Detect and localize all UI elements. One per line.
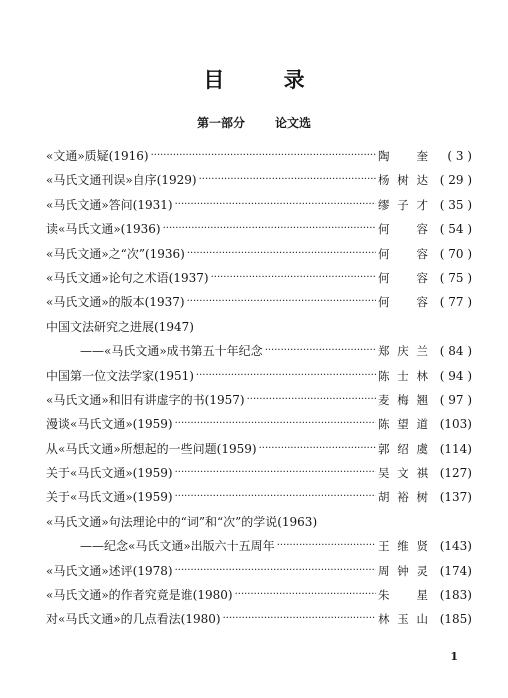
toc-entry <box>46 315 472 339</box>
toc-entry-author: 王维贤 <box>378 539 428 554</box>
toc-entry-page: ( 77 ) <box>439 295 472 310</box>
toc-entry-title: 中国文法研究之进展(1947) <box>46 319 194 334</box>
toc-entry-author: 吴文祺 <box>378 466 428 481</box>
toc-entry-author: 胡裕树 <box>378 490 428 505</box>
toc-entry <box>46 290 472 314</box>
toc-entry-author: 郑庆兰 <box>378 344 428 359</box>
toc-entry-page: ( 3 ) <box>447 149 472 163</box>
toc-entry-page: ( 97 ) <box>439 392 472 407</box>
dot-leader <box>175 461 376 485</box>
dot-leader <box>163 217 376 241</box>
toc-entry-page: (103) <box>439 417 472 432</box>
toc-entry-author: 陶 奎 <box>378 149 428 163</box>
toc-entry <box>46 583 472 607</box>
toc-entry-page: (137) <box>439 490 472 505</box>
dot-leader <box>187 290 376 314</box>
toc-entry <box>46 364 472 388</box>
toc-entry-author: 何 容 <box>378 270 428 285</box>
toc-entry-author: 周钟灵 <box>378 563 428 578</box>
section-label: 第一部分 <box>196 116 245 130</box>
toc-entry-title: 对«马氏文通»的几点看法(1980) <box>46 612 221 627</box>
toc-entry-title: «马氏文通»之“次”(1936) <box>46 246 185 261</box>
toc-entry-title: 关于«马氏文通»(1959) <box>46 466 173 481</box>
toc-entry-author: 陈望道 <box>378 417 428 432</box>
table-of-contents <box>46 144 472 632</box>
toc-entry-page: ( 35 ) <box>439 197 472 212</box>
toc-entry <box>46 607 472 631</box>
toc-entry <box>46 559 472 583</box>
toc-entry-author: 林玉山 <box>378 612 428 627</box>
toc-entry <box>46 168 472 192</box>
toc-entry <box>46 193 472 217</box>
dot-leader <box>211 266 376 290</box>
dot-leader <box>175 412 376 436</box>
toc-entry-page: ( 84 ) <box>439 344 472 359</box>
toc-entry-title: «马氏文通»答问(1931) <box>46 197 173 212</box>
toc-entry-title: 中国第一位文法学家(1951) <box>46 368 194 383</box>
dot-leader <box>175 193 376 217</box>
toc-entry <box>46 461 472 485</box>
toc-entry-title: «马氏文通»述评(1978) <box>46 563 173 578</box>
toc-entry-title: «马氏文通»和旧有讲虚字的书(1957) <box>46 392 245 407</box>
toc-entry-title: «马氏文通»句法理论中的“词”和“次”的学说(1963) <box>46 514 318 529</box>
dot-leader <box>199 168 376 192</box>
section-subtitle: 论文选 <box>275 116 312 130</box>
toc-entry-title: «马氏文通»的作者究竟是谁(1980) <box>46 588 233 603</box>
page-title: 目 录 <box>203 67 331 92</box>
toc-entry <box>46 534 472 558</box>
toc-entry-page: (185) <box>439 612 472 627</box>
toc-entry-title: 漫谈«马氏文通»(1959) <box>46 417 173 432</box>
toc-entry <box>46 217 472 241</box>
toc-entry-author: 何 容 <box>378 246 428 261</box>
toc-entry-title: «马氏文通刊误»自序(1929) <box>46 173 197 188</box>
toc-entry-page: (143) <box>439 539 472 554</box>
toc-entry-page: ( 29 ) <box>439 173 472 188</box>
dot-leader <box>175 559 376 583</box>
dot-leader <box>277 534 376 558</box>
page-number: 1 <box>450 650 458 663</box>
toc-entry <box>46 485 472 509</box>
toc-entry <box>46 510 472 534</box>
toc-entry-page: ( 75 ) <box>439 270 472 285</box>
toc-entry-title: «文通»质疑(1916) <box>46 149 149 163</box>
toc-entry <box>46 242 472 266</box>
toc-entry-author: 何 容 <box>378 295 428 310</box>
toc-entry-author: 缪子才 <box>378 197 428 212</box>
dot-leader <box>151 144 376 168</box>
toc-entry-page: (127) <box>439 466 472 481</box>
dot-leader <box>235 583 376 607</box>
toc-entry <box>46 339 472 363</box>
toc-entry-author: 朱 星 <box>378 588 428 603</box>
dot-leader <box>265 339 376 363</box>
toc-entry-title: 关于«马氏文通»(1959) <box>46 490 173 505</box>
toc-entry-page: ( 94 ) <box>439 368 472 383</box>
toc-entry-page: ( 70 ) <box>439 246 472 261</box>
toc-entry-title: ——«马氏文通»成书第五十年纪念 <box>80 344 263 359</box>
toc-entry-author: 陈士林 <box>378 368 428 383</box>
toc-entry-page: (114) <box>439 441 472 456</box>
toc-entry-author: 何 容 <box>378 222 428 237</box>
toc-entry <box>46 437 472 461</box>
toc-entry-title: 读«马氏文通»(1936) <box>46 222 161 237</box>
toc-entry-author: 杨树达 <box>378 173 428 188</box>
toc-entry <box>46 388 472 412</box>
toc-entry-title: «马氏文通»的版本(1937) <box>46 295 185 310</box>
toc-entry-title: 从«马氏文通»所想起的一些问题(1959) <box>46 441 257 456</box>
toc-entry <box>46 144 472 168</box>
toc-entry <box>46 266 472 290</box>
toc-entry-author: 麦梅翘 <box>378 392 428 407</box>
toc-entry-page: ( 54 ) <box>439 222 472 237</box>
dot-leader <box>247 388 376 412</box>
section-heading <box>0 114 508 131</box>
toc-entry <box>46 412 472 436</box>
dot-leader <box>187 242 376 266</box>
dot-leader <box>223 607 376 631</box>
dot-leader <box>175 485 376 509</box>
dot-leader <box>259 437 376 461</box>
toc-entry-page: (174) <box>439 563 472 578</box>
toc-entry-title: «马氏文通»论句之术语(1937) <box>46 270 209 285</box>
toc-entry-page: (183) <box>439 588 472 603</box>
toc-entry-title: ——纪念«马氏文通»出版六十五周年 <box>80 539 275 554</box>
dot-leader <box>196 364 376 388</box>
toc-entry-author: 郭绍虞 <box>378 441 428 456</box>
